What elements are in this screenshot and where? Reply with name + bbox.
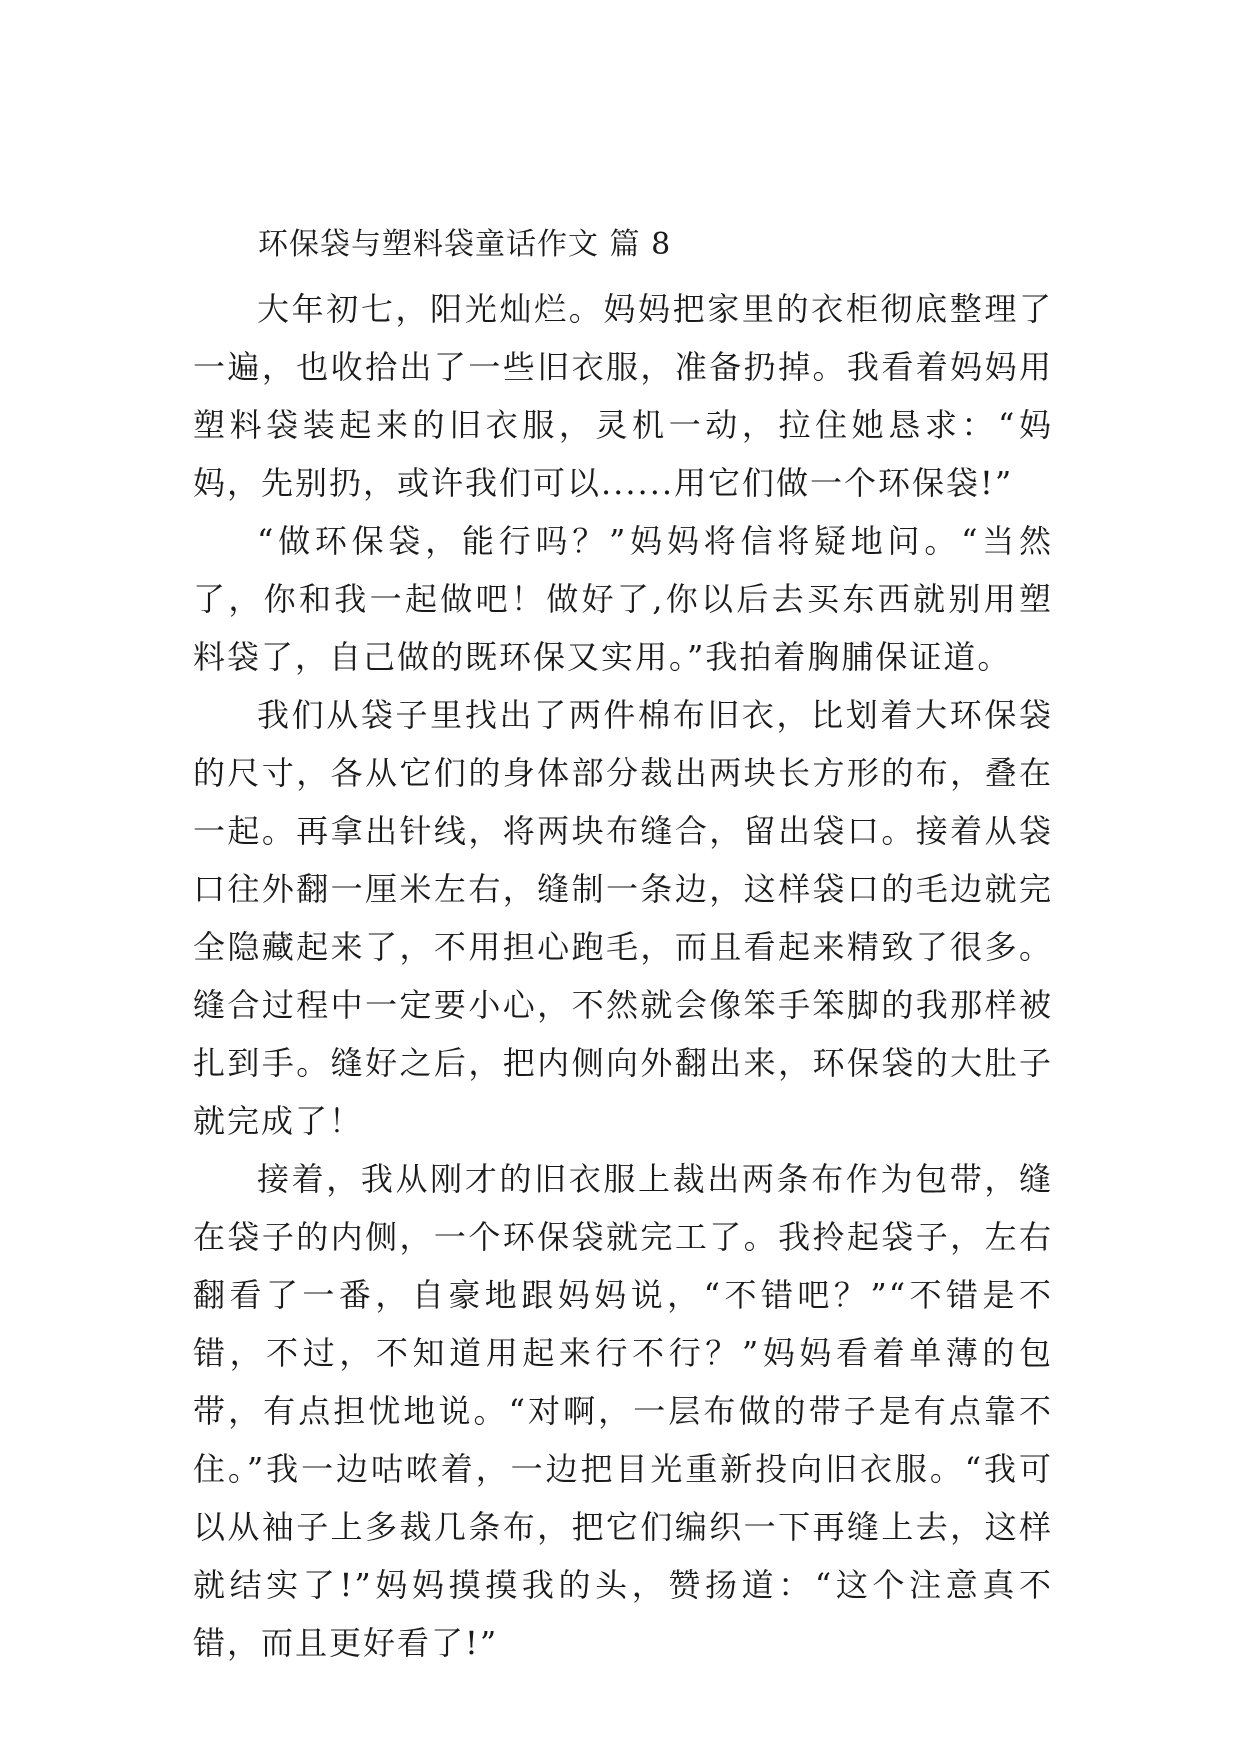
paragraph-4: 接着，我从刚才的旧衣服上裁出两条布作为包带，缝在袋子的内侧，一个环保袋就完工了。我拎起袋子，左右翻看了一番，自豪地跟妈妈说，“不错吧？”“不错是不错，不过，不知道用起来行不行？”妈妈看着单薄的包带，有点担忧地说。“对啊，一层布做的带子是有点靠不住。”我一边咕哝着，一边把目光重新投向旧衣服。“我可以从袖子上多裁几条布，把它们编织一下再缝上去，这样就结实了!”妈妈摸摸我的头，赞扬道：“这个注意真不错，而且更好看了!” — [193, 1160, 1053, 1662]
document-body — [193, 220, 1053, 1672]
paragraph-3: 我们从袋子里找出了两件棉布旧衣，比划着大环保袋的尺寸，各从它们的身体部分裁出两块长方形的布，叠在一起。再拿出针线，将两块布缝合，留出袋口。接着从袋口往外翻一厘米左右，缝制一条边，这样袋口的毛边就完全隐藏起来了，不用担心跑毛，而且看起来精致了很多。缝合过程中一定要小心，不然就会像笨手笨脚的我那样被扎到手。缝好之后，把内侧向外翻出来，环保袋的大肚子就完成了！ — [193, 696, 1053, 1140]
paragraph-2: “做环保袋，能行吗？”妈妈将信将疑地问。“当然了，你和我一起做吧！做好了,你以后去买东西就别用塑料袋了，自己做的既环保又实用。”我拍着胸脯保证道。 — [193, 522, 1053, 676]
document-title: 环保袋与塑料袋童话作文 篇 8 — [258, 227, 672, 262]
paragraph-1: 大年初七，阳光灿烂。妈妈把家里的衣柜彻底整理了一遍，也收拾出了一些旧衣服，准备扔掉。我看着妈妈用塑料袋装起来的旧衣服，灵机一动，拉住她恳求：“妈妈，先别扔，或许我们可以......用它们做一个环保袋!” — [193, 290, 1053, 502]
